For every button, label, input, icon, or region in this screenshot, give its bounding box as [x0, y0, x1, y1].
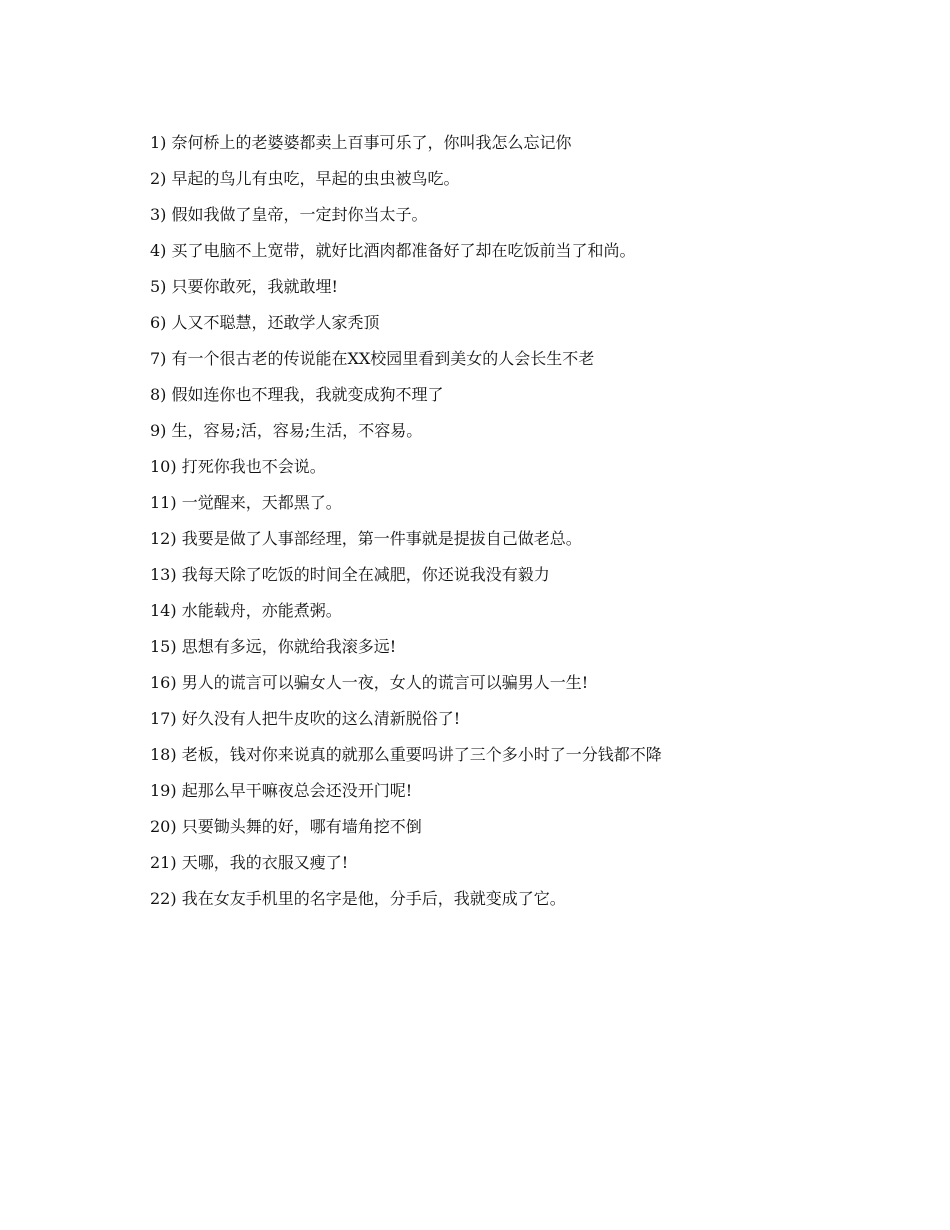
list-item: 3) 假如我做了皇帝，一定封你当太子。	[150, 205, 428, 224]
list-item: 19) 起那么早干嘛夜总会还没开门呢!	[150, 781, 413, 800]
list-item: 1) 奈何桥上的老婆婆都卖上百事可乐了，你叫我怎么忘记你	[150, 133, 572, 152]
list-item: 5) 只要你敢死，我就敢埋!	[150, 277, 338, 296]
list-item: 22) 我在女友手机里的名字是他，分手后，我就变成了它。	[150, 889, 566, 908]
list-item: 7) 有一个很古老的传说能在XX校园里看到美女的人会长生不老	[150, 349, 595, 368]
list-item: 13) 我每天除了吃饭的时间全在减肥，你还说我没有毅力	[150, 565, 550, 584]
list-item: 4) 买了电脑不上宽带，就好比酒肉都准备好了却在吃饭前当了和尚。	[150, 241, 636, 260]
list-item: 10) 打死你我也不会说。	[150, 457, 326, 476]
list-item: 11) 一觉醒来，天都黑了。	[150, 493, 342, 512]
list-item: 18) 老板，钱对你来说真的就那么重要吗讲了三个多小时了一分钱都不降	[150, 745, 662, 764]
joke-list	[150, 125, 870, 917]
list-item: 17) 好久没有人把牛皮吹的这么清新脱俗了!	[150, 709, 461, 728]
list-item: 9) 生，容易;活，容易;生活，不容易。	[150, 421, 423, 440]
list-item: 15) 思想有多远，你就给我滚多远!	[150, 637, 397, 656]
list-item: 14) 水能载舟，亦能煮粥。	[150, 601, 342, 620]
list-item: 12) 我要是做了人事部经理，第一件事就是提拔自己做老总。	[150, 529, 582, 548]
list-item: 8) 假如连你也不理我，我就变成狗不理了	[150, 385, 444, 404]
list-item: 6) 人又不聪慧，还敢学人家秃顶	[150, 313, 380, 332]
list-item: 16) 男人的谎言可以骗女人一夜，女人的谎言可以骗男人一生!	[150, 673, 589, 692]
list-item: 20) 只要锄头舞的好，哪有墙角挖不倒	[150, 817, 422, 836]
list-item: 2) 早起的鸟儿有虫吃，早起的虫虫被鸟吃。	[150, 169, 460, 188]
list-item: 21) 天哪，我的衣服又瘦了!	[150, 853, 349, 872]
